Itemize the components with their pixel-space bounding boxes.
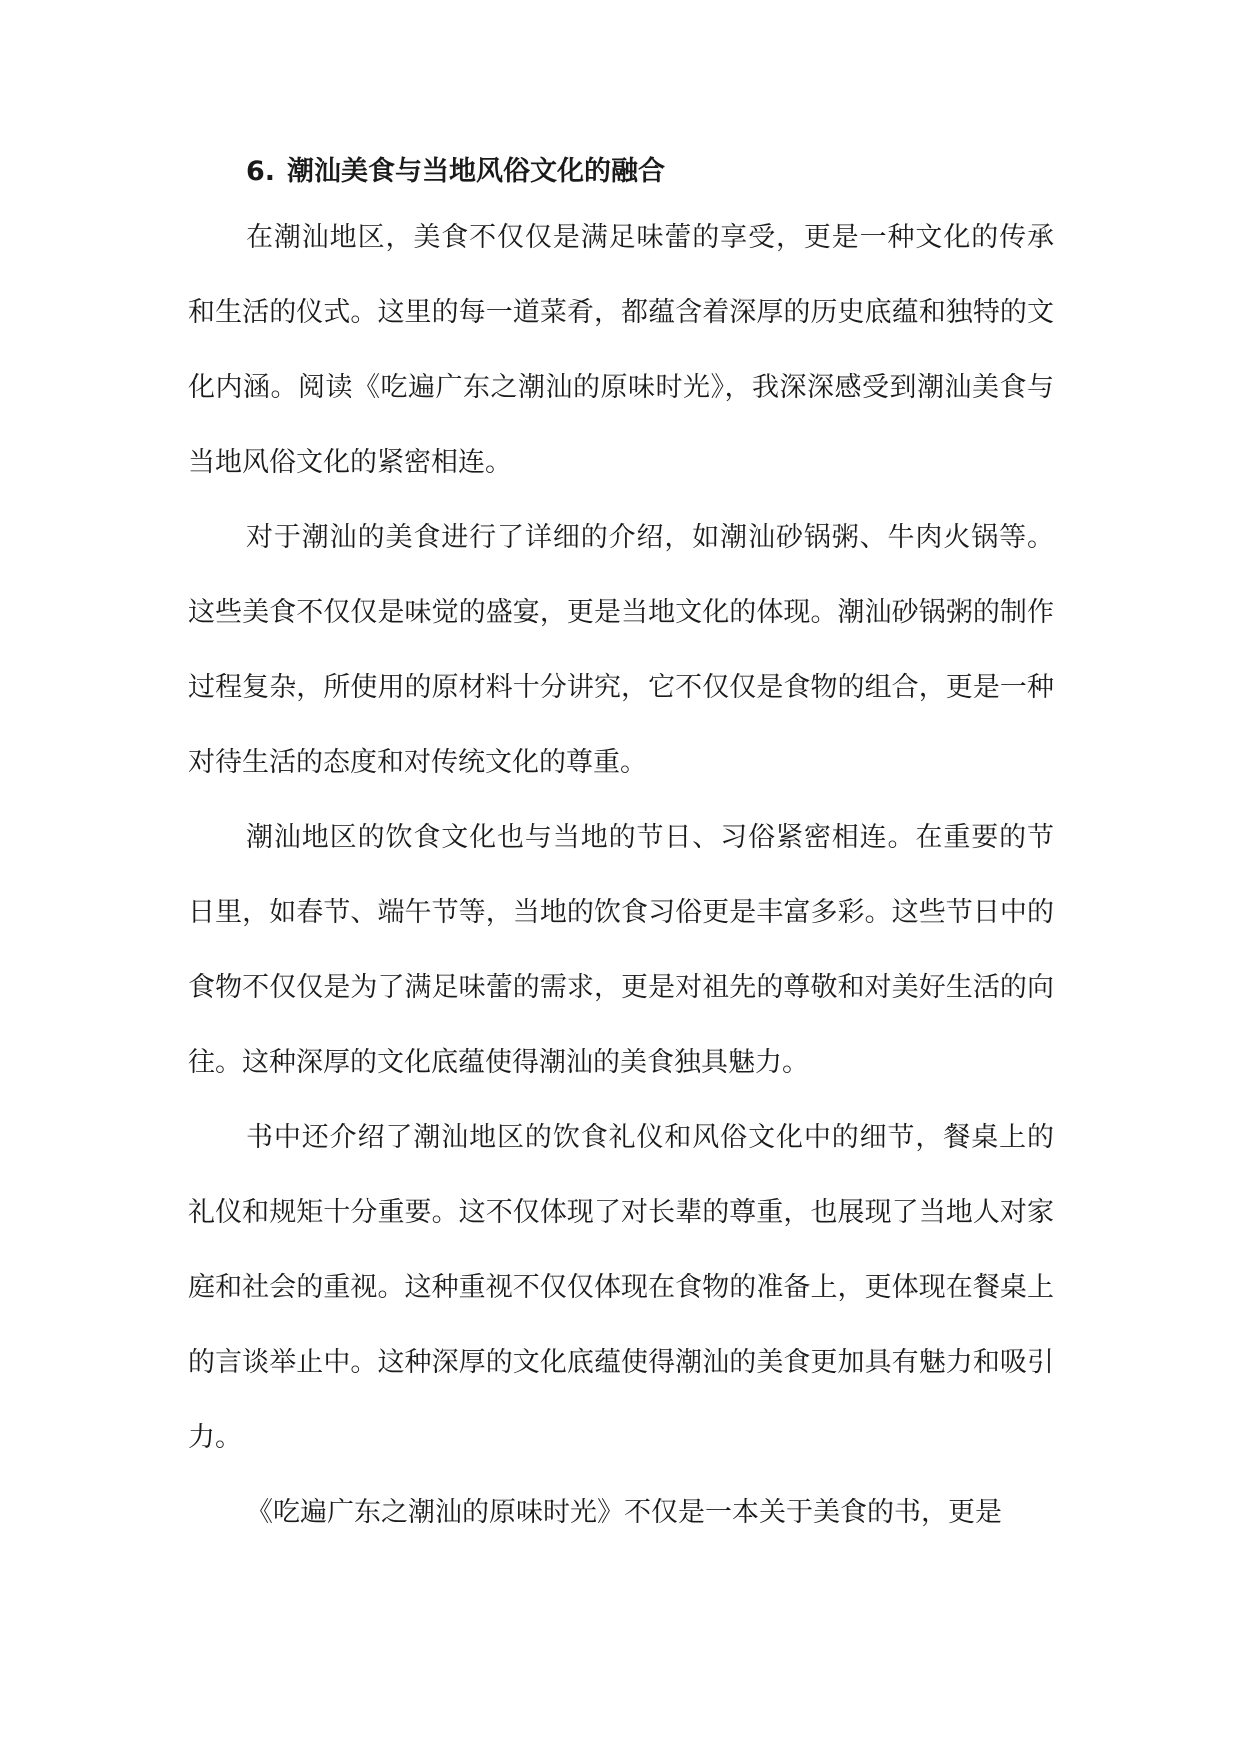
section-number: 6. (246, 156, 276, 187)
section-title: 潮汕美食与当地风俗文化的融合 (287, 156, 666, 187)
body-text (188, 200, 1054, 1550)
paragraph-1: 在潮汕地区，美食不仅仅是满足味蕾的享受，更是一种文化的传承和生活的仪式。这里的每一道菜肴，都蕴含着深厚的历史底蕴和独特的文化内涵。阅读《吃遍广东之潮汕的原味时光》，我深深感受到潮汕美食与当地风俗文化的紧密相连。 (188, 222, 1054, 478)
paragraph-4: 书中还介绍了潮汕地区的饮食礼仪和风俗文化中的细节，餐桌上的礼仪和规矩十分重要。这不仅体现了对长辈的尊重，也展现了当地人对家庭和社会的重视。这种重视不仅仅体现在食物的准备上，更体现在餐桌上的言谈举止中。这种深厚的文化底蕴使得潮汕的美食更加具有魅力和吸引力。 (188, 1122, 1054, 1453)
paragraph-2: 对于潮汕的美食进行了详细的介绍，如潮汕砂锅粥、牛肉火锅等。这些美食不仅仅是味觉的盛宴，更是当地文化的体现。潮汕砂锅粥的制作过程复杂，所使用的原材料十分讲究，它不仅仅是食物的组合，更是一种对待生活的态度和对传统文化的尊重。 (188, 522, 1054, 778)
paragraph-3: 潮汕地区的饮食文化也与当地的节日、习俗紧密相连。在重要的节日里，如春节、端午节等，当地的饮食习俗更是丰富多彩。这些节日中的食物不仅仅是为了满足味蕾的需求，更是对祖先的尊敬和对美好生活的向往。这种深厚的文化底蕴使得潮汕的美食独具魅力。 (188, 822, 1054, 1078)
section-heading (246, 148, 665, 196)
paragraph-5: 《吃遍广东之潮汕的原味时光》不仅是一本关于美食的书，更是 (246, 1497, 1002, 1528)
